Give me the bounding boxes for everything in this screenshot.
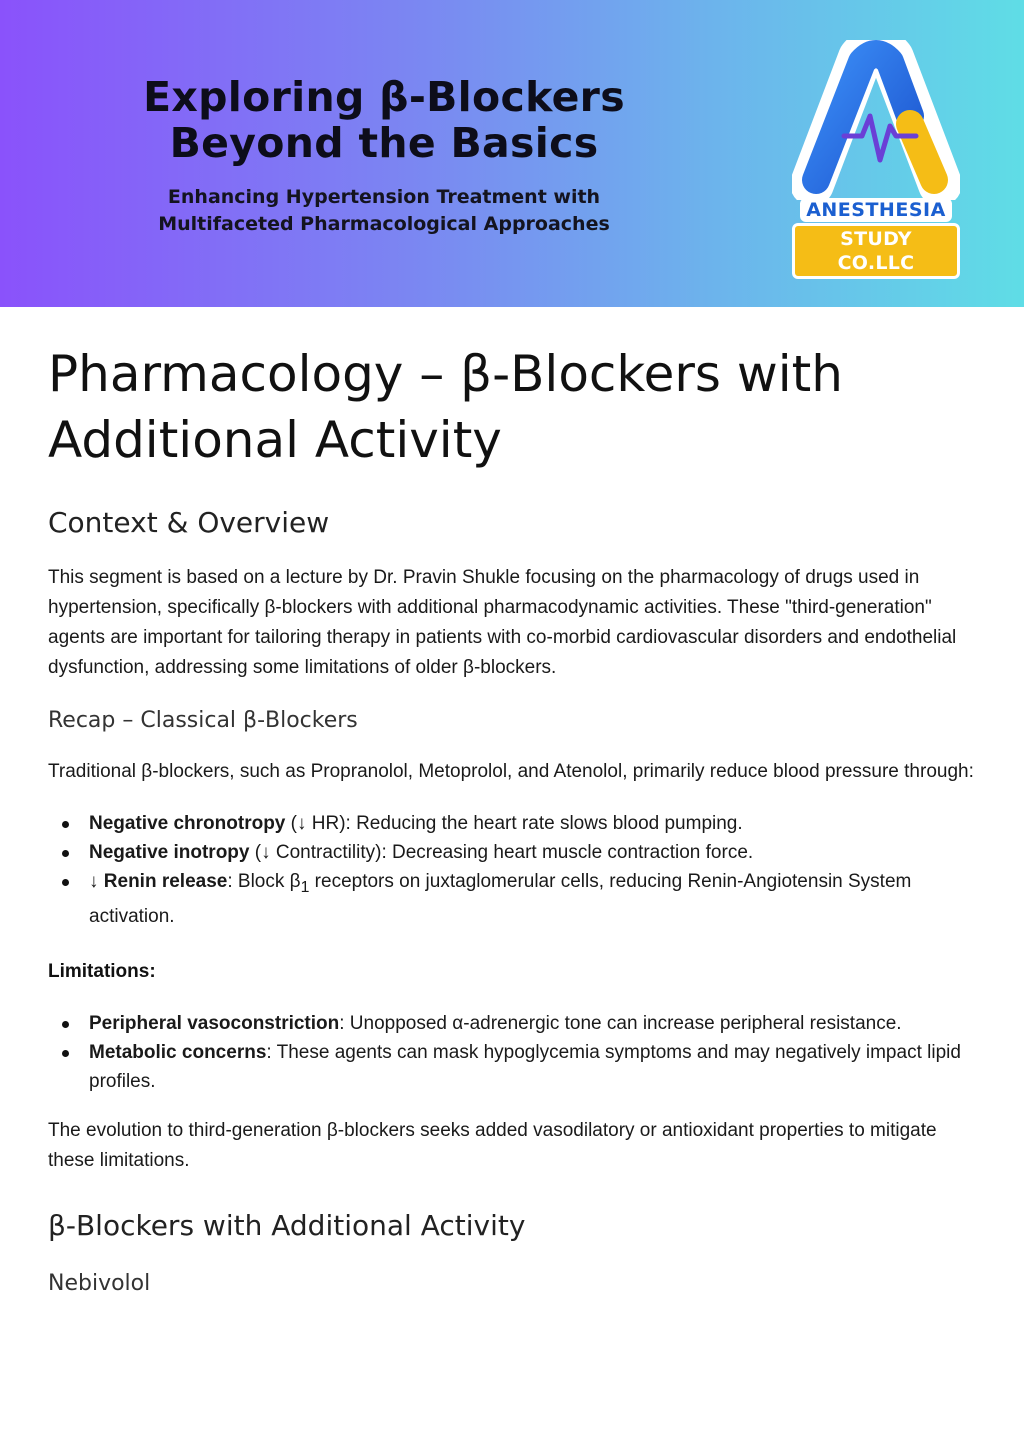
list-item-term: Negative inotropy bbox=[89, 842, 250, 863]
list-item bbox=[48, 1009, 978, 1038]
limitations-conclusion: The evolution to third-generation β-blockers seeks added vasodilatory or antioxidant properties to mitigate these limitations. bbox=[48, 1119, 937, 1171]
recap-intro: Traditional β-blockers, such as Propranolol, Metoprolol, and Atenolol, primarily reduce blood pressure through: bbox=[48, 761, 974, 782]
document-content bbox=[48, 307, 978, 1300]
additional-activity-heading: β-Blockers with Additional Activity bbox=[48, 1208, 526, 1242]
mechanism-list bbox=[48, 809, 978, 931]
list-item-term: ↓ Renin release bbox=[89, 871, 228, 892]
list-item bbox=[48, 838, 978, 867]
list-item-text: (↓ HR): Reducing the heart rate slows blood pumping. bbox=[285, 813, 743, 834]
nebivolol-heading: Nebivolol bbox=[48, 1270, 151, 1296]
list-item-text: : These agents can mask hypoglycemia symptoms and may negatively impact lipid profiles. bbox=[89, 1041, 961, 1092]
banner-subtitle-line: Enhancing Hypertension Treatment with bbox=[167, 186, 601, 208]
logo-text-study: STUDY CO.LLC bbox=[792, 223, 960, 279]
context-paragraph: This segment is based on a lecture by Dr. Pravin Shukle focusing on the pharmacology of drugs used in hypertension, specifically β-blockers with additional pharmacodynamic activities. These "third-generation" agents are important for tailoring therapy in patients with co-morbid cardiovascular disorders and endothelial dysfunction, addressing some limitations of older β-blockers. bbox=[48, 567, 957, 678]
limitations-label: Limitations: bbox=[48, 960, 156, 982]
logo-text-anesthesia: ANESTHESIA bbox=[800, 198, 952, 222]
banner-subtitle-line: Multifaceted Pharmacological Approaches bbox=[158, 213, 610, 235]
header-banner bbox=[0, 0, 1024, 307]
banner-subtitle bbox=[96, 184, 672, 238]
limitations-list bbox=[48, 1009, 978, 1096]
subscript: 1 bbox=[300, 878, 310, 896]
list-item-text: : Unopposed α-adrenergic tone can increase peripheral resistance. bbox=[339, 1012, 902, 1034]
banner-title-line: Beyond the Basics bbox=[169, 119, 599, 167]
list-item bbox=[48, 867, 978, 931]
main-title: Pharmacology – β-Blockers with Additional Activity bbox=[48, 345, 843, 469]
list-item-text: : Block β bbox=[227, 871, 301, 892]
list-item-term: Negative chronotropy bbox=[89, 813, 286, 834]
anesthesia-study-logo bbox=[792, 40, 960, 274]
list-item-term: Metabolic concerns bbox=[89, 1041, 267, 1063]
list-item-term: Peripheral vasoconstriction bbox=[89, 1012, 340, 1034]
context-heading: Context & Overview bbox=[48, 506, 330, 539]
list-item bbox=[48, 809, 978, 838]
letter-a-heartbeat-icon bbox=[792, 40, 960, 200]
list-item bbox=[48, 1038, 978, 1096]
logo-badge bbox=[792, 198, 960, 279]
banner-title-line: Exploring β-Blockers bbox=[143, 73, 625, 121]
list-item-text: (↓ Contractility): Decreasing heart muscle contraction force. bbox=[249, 842, 754, 863]
banner-title bbox=[96, 74, 672, 166]
recap-heading: Recap – Classical β-Blockers bbox=[48, 708, 358, 733]
list-item-text: receptors on juxtaglomerular cells, reducing Renin-Angiotensin System activation. bbox=[89, 871, 912, 927]
banner-text bbox=[96, 74, 672, 238]
